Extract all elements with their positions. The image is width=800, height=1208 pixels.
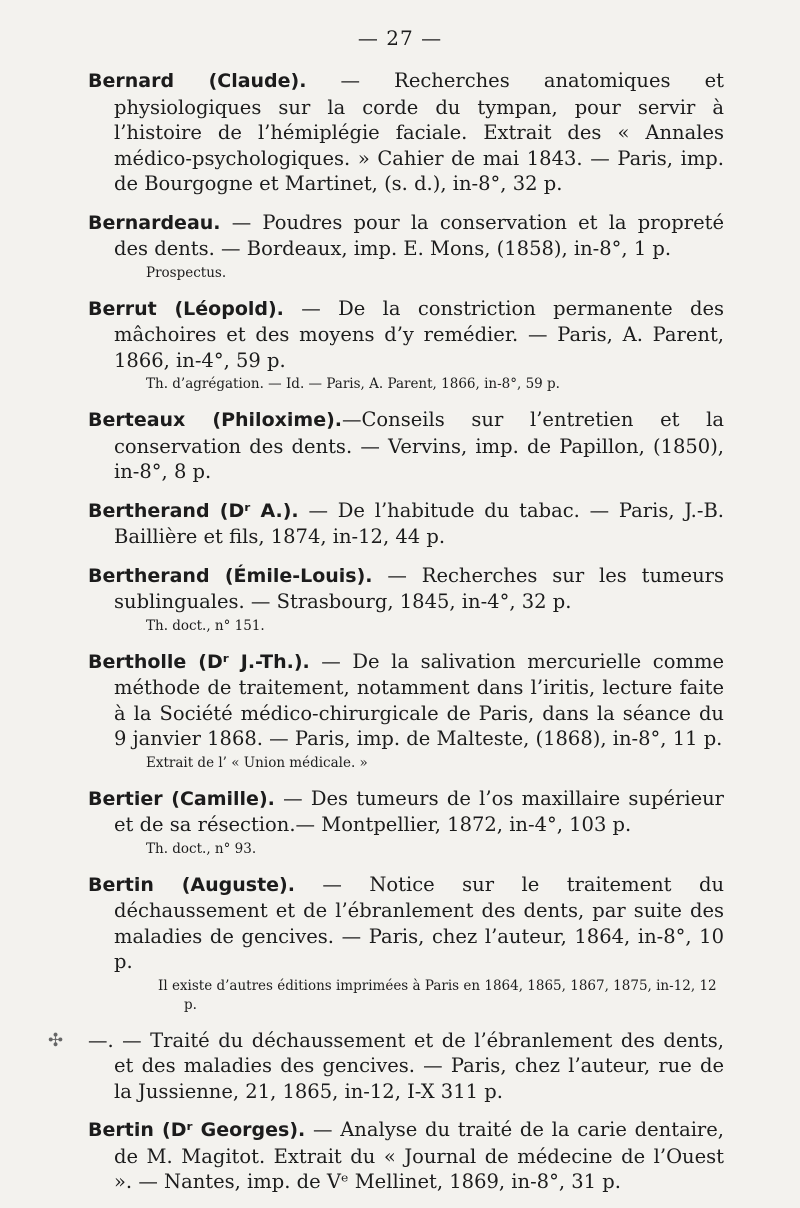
entry-text (88, 563, 724, 615)
entry-bertherand-emile-louis (88, 563, 724, 636)
author-given-name: (Émile-Louis). (209, 564, 373, 587)
bibliography-entries (48, 68, 724, 1208)
entry-text (88, 1117, 724, 1195)
entry-bertherand-a (88, 498, 724, 550)
author-name: Bernard (88, 70, 175, 92)
entry-note: Th. d’agrégation. — Id. — Paris, A. Parent, 1866, in-8°, 59 p. (146, 376, 560, 392)
author-name: Bertholle (88, 650, 187, 673)
entry-description: — De l’habitude du tabac. — Paris, J.-B. Baillière et fils, 1874, in-12, 44 p. (114, 498, 724, 548)
author-given-name: (Auguste). (153, 873, 295, 896)
entry-bertin-georges (88, 1117, 724, 1195)
entry-description: — Analyse du traité de la carie dentaire, de M. Magitot. Extrait du « Journal de médecine de l’Ouest ». — Nantes, imp. de Vᵉ Mellinet, 1869, in-8°, 31 p. (114, 1118, 724, 1193)
star-ornament-icon: ✣ (48, 1029, 64, 1051)
author-given-name: (Dʳ Georges). (153, 1119, 306, 1141)
entry-description: —. — Traité du déchaussement et de l’ébranlement des dents, et des maladies des gencives. — Paris, chez l’auteur, rue de la Jussienne, 21, 1865, in-12, I-X 311 p. (88, 1028, 724, 1103)
author-given-name: (Dʳ J.-Th.). (186, 650, 310, 673)
entry-description: — Recherches sur les tumeurs sublinguales. — Strasbourg, 1845, in-4°, 32 p. (114, 563, 724, 613)
entry-note: Prospectus. (146, 264, 227, 281)
author-name: Bertherand (88, 499, 210, 522)
entry-description: — Poudres pour la conservation et la propreté des dents. — Bordeaux, imp. E. Mons, (1858), in-8°, 1 p. (114, 210, 724, 260)
entry-bertin-auguste-traite (48, 1028, 724, 1105)
author-name: Bertherand (88, 564, 210, 587)
entry-text (88, 872, 724, 975)
entry-bernardeau (88, 210, 724, 283)
entry-text (88, 649, 724, 752)
author-given-name: (Camille). (162, 787, 275, 810)
entry-bernard-claude (88, 68, 724, 197)
author-name: Bertier (88, 787, 163, 810)
entry-description: — Notice sur le traitement du déchaussement et de l’ébranlement des dents, par suite des maladies de gencives. — Paris, chez l’auteur, 1864, in-8°, 10 p. (114, 872, 724, 973)
entry-text (88, 1028, 724, 1105)
author-name: Bertin (88, 1119, 154, 1141)
entry-note: Th. doct., n° 151. (146, 617, 265, 634)
entry-bertier-camille (88, 786, 724, 859)
entry-berteaux-philoxime (88, 407, 724, 485)
entry-description: —Conseils sur l’entretien et la conservation des dents. — Vervins, imp. de Papillon, (1850), in-8°, 8 p. (114, 408, 724, 483)
author-given-name: (Philoxime). (185, 409, 342, 431)
page-number: — 27 — (357, 26, 443, 50)
author-given-name: (Dʳ A.). (209, 499, 299, 522)
author-given-name: (Léopold). (156, 297, 284, 320)
author-name: Bernardeau. (88, 211, 221, 234)
entry-note: Th. doct., n° 93. (146, 840, 257, 857)
entry-description: — Recherches anatomiques et physiologiques sur la corde du tympan, pour servir à l’histoire de l’hémiplégie faciale. Extrait des « Annales médico-psychologiques. » Cahier de mai 1843. — Paris, imp. de Bourgogne et Martinet, (s. d.), in-8°, 32 p. (114, 69, 724, 195)
author-name: Berrut (88, 297, 157, 320)
entry-text (88, 786, 724, 838)
entry-bertholle-j-th (88, 649, 724, 773)
entry-berrut-leopold (88, 296, 724, 395)
author-given-name: (Claude). (174, 70, 307, 92)
entry-text (88, 498, 724, 550)
entry-description: — Des tumeurs de l’os maxillaire supérieur et de sa résection.— Montpellier, 1872, in-4°, 103 p. (114, 786, 724, 836)
entry-description: — De la salivation mercurielle comme méthode de traitement, notamment dans l’iritis, lecture faite à la Société médico-chirurgicale de Paris, dans la séance du 9 janvier 1868. — Paris, imp. de Malteste, (1868), in-8°, 11 p. (114, 649, 724, 750)
entry-text (88, 68, 724, 197)
entry-note: Il existe d’autres éditions imprimées à Paris en 1864, 1865, 1867, 1875, in-12, 12 p. (158, 977, 717, 1013)
entry-text (88, 210, 724, 262)
author-name: Bertin (88, 873, 154, 896)
entry-bertin-auguste (88, 872, 724, 1015)
entry-description: — De la constriction permanente des mâchoires et des moyens d’y remédier. — Paris, A. Parent, 1866, in-4°, 59 p. (114, 296, 724, 372)
author-name: Berteaux (88, 409, 186, 431)
entry-text (88, 407, 724, 485)
entry-note: Extrait de l’ « Union médicale. » (146, 754, 368, 771)
entry-text (88, 296, 724, 374)
